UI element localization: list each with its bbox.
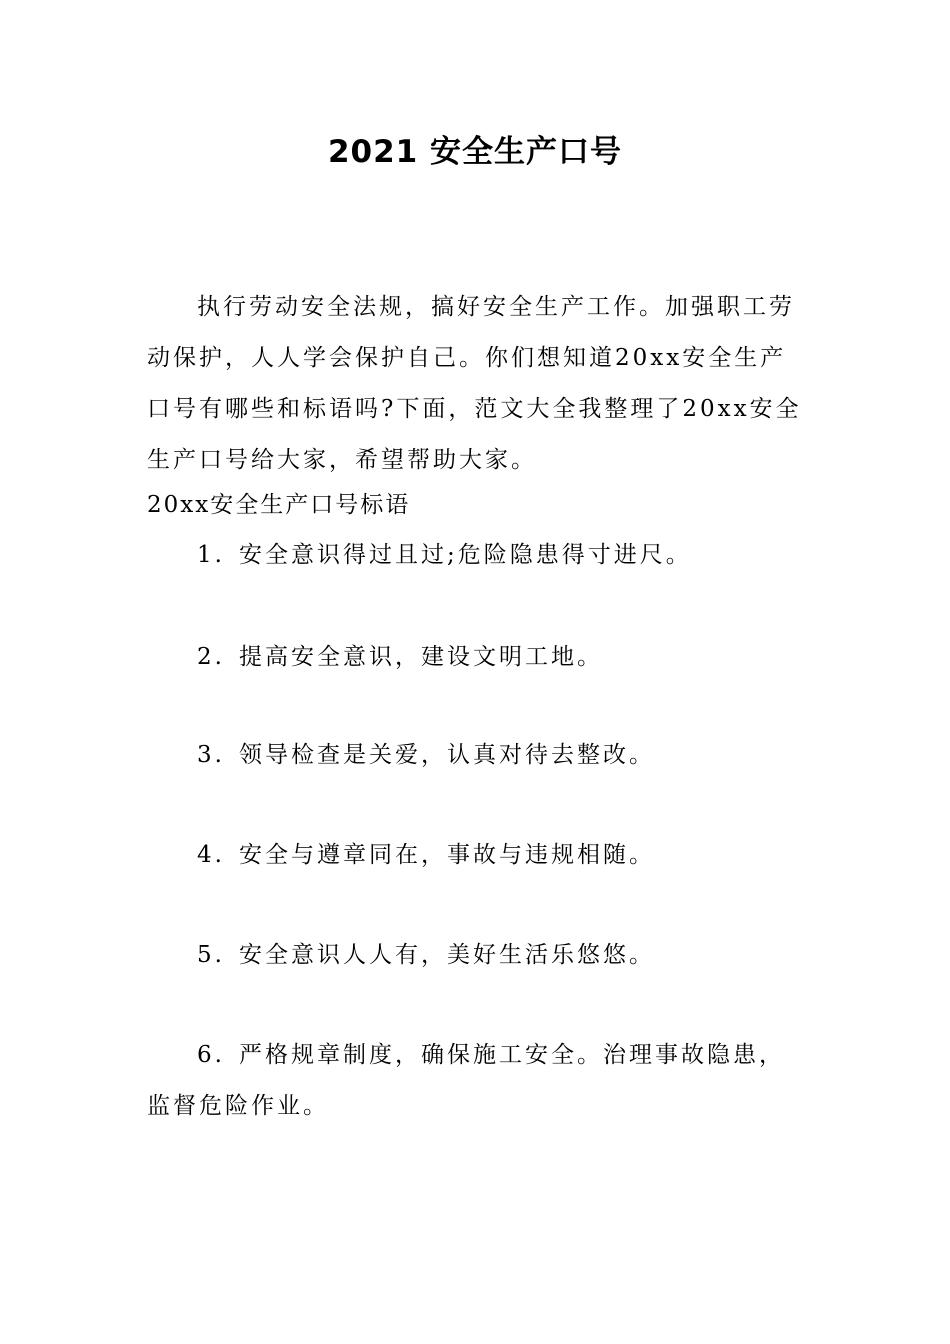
slogan-number: 2. xyxy=(197,644,225,670)
slogan-item xyxy=(147,632,807,683)
slogan-number: 6. xyxy=(197,1042,225,1068)
slogan-number: 4. xyxy=(197,842,225,868)
slogan-text: 严格规章制度，确保施工安全。治理事故隐患，监督危险作业。 xyxy=(147,1042,785,1119)
slogan-text: 安全与遵章同在，事故与违规相随。 xyxy=(238,842,655,868)
slogan-item xyxy=(147,930,807,981)
slogan-item xyxy=(147,730,807,781)
intro-paragraph: 执行劳动安全法规，搞好安全生产工作。加强职工劳动保护，人人学会保护自己。你们想知道20xx安全生产口号有哪些和标语吗?下面，范文大全我整理了20xx安全生产口号给大家，希望帮助大家。 xyxy=(147,294,802,473)
slogan-text: 领导检查是关爱，认真对待去整改。 xyxy=(238,742,655,768)
slogan-number: 5. xyxy=(197,942,225,968)
slogan-text: 提高安全意识，建设文明工地。 xyxy=(238,644,603,670)
slogan-number: 1. xyxy=(197,542,225,568)
slogan-text: 安全意识得过且过;危险隐患得寸进尺。 xyxy=(238,542,692,568)
document-title: 2021 安全生产口号 xyxy=(327,134,623,170)
slogan-item xyxy=(147,830,807,881)
slogan-number: 3. xyxy=(197,742,225,768)
slogan-subheading: 20xx安全生产口号标语 xyxy=(147,492,411,518)
slogan-item xyxy=(147,1030,807,1132)
slogan-item xyxy=(147,530,807,581)
slogan-text: 安全意识人人有，美好生活乐悠悠。 xyxy=(238,942,655,968)
